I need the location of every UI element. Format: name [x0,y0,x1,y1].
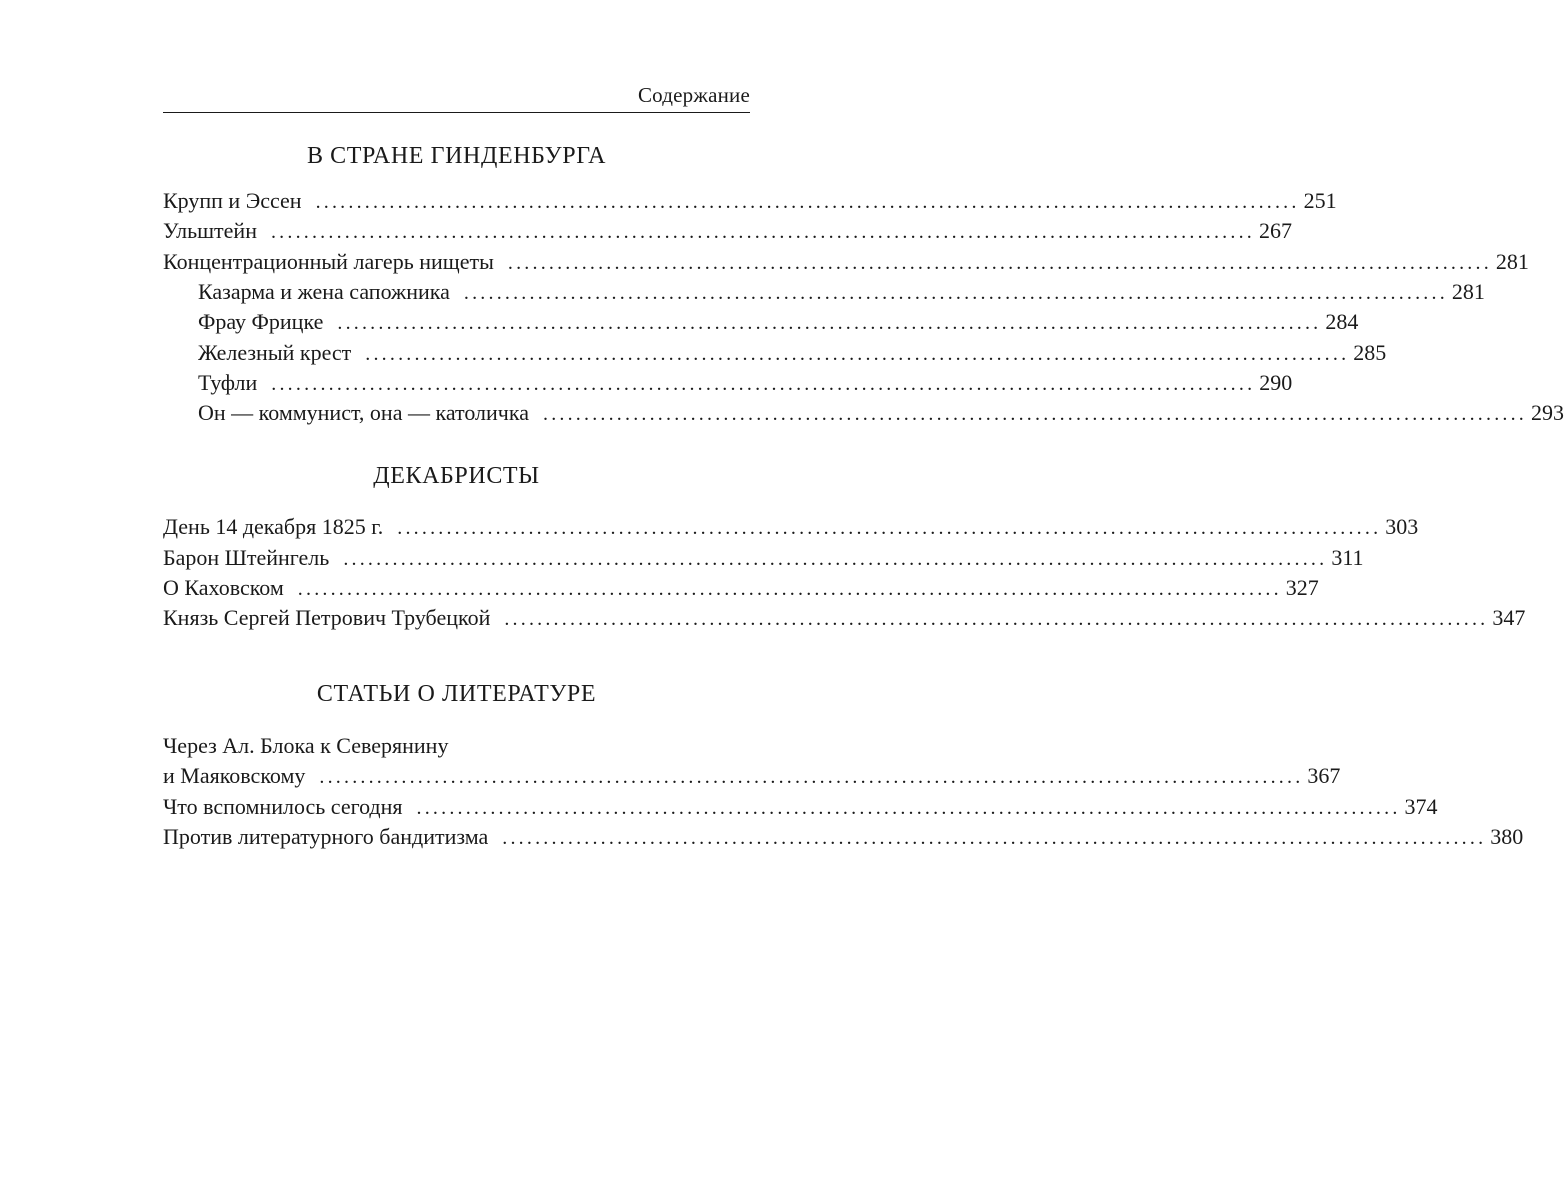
toc-entry-title: Князь Сергей Петрович Трубецкой [163,605,491,630]
toc-entry-page: 380 [1490,824,1524,849]
toc-entry-title: Против литературного бандитизма [163,824,489,849]
toc-entry-title: Железный крест [198,340,352,365]
toc-entry-title: Барон Штейнгель [163,545,330,570]
toc-entry-page: 284 [1325,309,1359,334]
dot-leader: ........................................................................................................................ [315,191,1300,213]
toc-entry-title: Казарма и жена сапожника [198,279,450,304]
toc-entry-page: 311 [1331,545,1364,570]
toc-entry [163,216,1292,246]
toc-entry-page: 251 [1303,188,1337,213]
toc-entry [163,603,1526,633]
dot-leader: ........................................................................................................................ [502,827,1487,849]
dot-leader: ........................................................................................................................ [543,403,1527,425]
toc-subentry [198,338,1387,368]
section-title: ДЕКАБРИСТЫ [373,463,540,489]
toc-entry-page: 281 [1451,279,1485,304]
toc-entry-title: Он — коммунист, она — католичка [198,400,529,425]
toc-entry-page: 347 [1492,605,1526,630]
toc-entry-page: 281 [1495,249,1529,274]
dot-leader: ........................................................................................................................ [319,766,1304,788]
dot-leader: ........................................................................................................................ [337,312,1322,334]
dot-leader: ........................................................................................................................ [416,797,1401,819]
toc-subentry [198,368,1293,398]
toc-entry-page: 290 [1259,370,1293,395]
toc-subentry [198,277,1485,307]
dot-leader: ........................................................................................................................ [270,221,1255,243]
toc-entry [163,543,1364,573]
toc-entry-title: Фрау Фрицке [198,309,324,334]
dot-leader: ........................................................................................................................ [463,282,1448,304]
dot-leader: ........................................................................................................................ [397,517,1382,539]
toc-entry-title: Что вспомнилось сегодня [163,794,403,819]
toc-entry-page: 285 [1353,340,1387,365]
toc-entry-page: 293 [1531,400,1564,425]
dot-leader: ........................................................................................................................ [365,343,1350,365]
section-title: В СТРАНЕ ГИНДЕНБУРГА [306,143,607,169]
toc-entry-title: Концентрационный лагерь нищеты [163,249,494,274]
dot-leader: ........................................................................................................................ [507,252,1492,274]
dot-leader: ........................................................................................................................ [297,578,1282,600]
toc-entry [163,822,1524,852]
dot-leader: ........................................................................................................................ [504,608,1489,630]
toc-entry-title-line: Через Ал. Блока к Северянину [163,733,449,758]
toc-entry-title: Ульштейн [163,218,257,243]
toc-entry-title: День 14 декабря 1825 г. [163,514,384,539]
toc-entry-title: Крупп и Эссен [163,188,302,213]
dot-leader: ........................................................................................................................ [271,373,1256,395]
toc-subentry [198,307,1359,337]
toc-entry [163,792,1438,822]
toc-entry [163,761,1341,791]
toc-entry [163,573,1319,603]
toc-entry-page: 374 [1404,794,1438,819]
toc-entry [163,247,1529,277]
toc-entry-page: 327 [1285,575,1319,600]
dot-leader: ........................................................................................................................ [343,548,1328,570]
toc-entry-title: и Маяковскому [163,763,306,788]
section-title: СТАТЬИ О ЛИТЕРАТУРЕ [316,681,597,707]
toc-entry-page: 367 [1307,763,1341,788]
running-head-title: Содержание [637,83,750,107]
toc-entry-page: 303 [1385,514,1419,539]
toc-entry [163,186,1337,216]
running-head [163,84,750,113]
toc-entry-title: О Каховском [163,575,284,600]
toc-subentry [198,398,1564,428]
toc-entry-title: Туфли [198,370,258,395]
toc-entry [163,512,1419,542]
toc-entry-page: 267 [1258,218,1292,243]
